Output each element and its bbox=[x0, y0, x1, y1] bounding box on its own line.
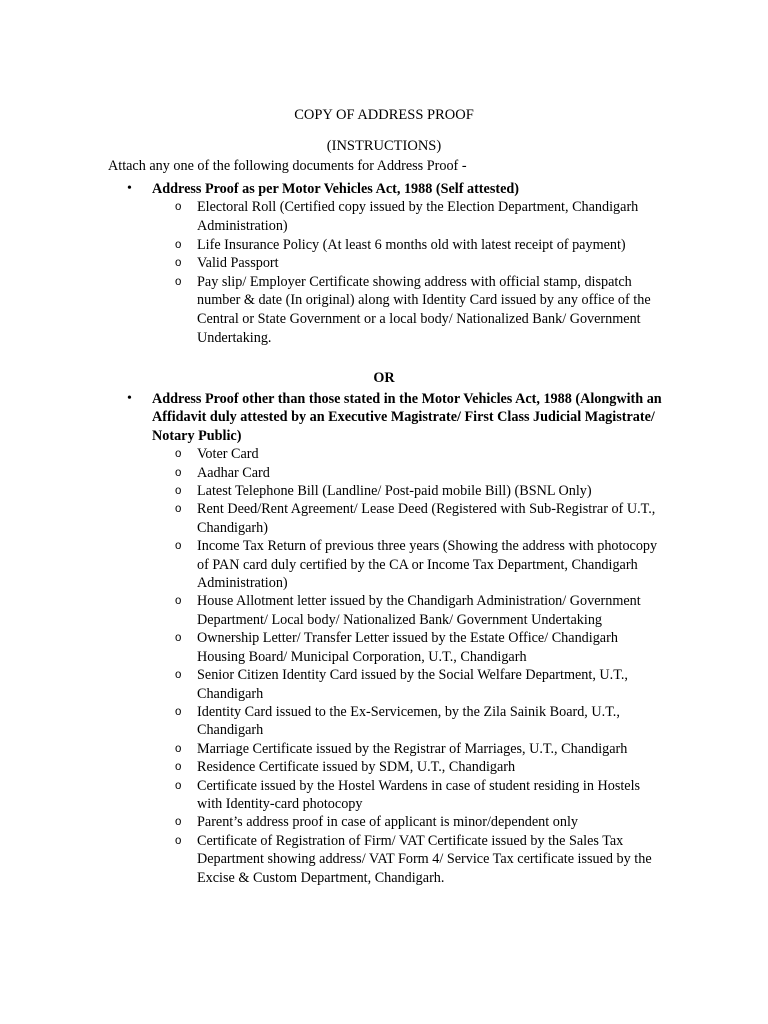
list-item-text: Identity Card issued to the Ex-Servicemen, by the Zila Sainik Board, U.T., Chandigarh bbox=[197, 703, 620, 739]
list-item bbox=[175, 629, 667, 666]
list-item-text: Residence Certificate issued by SDM, U.T., Chandigarh bbox=[197, 759, 516, 776]
list-item bbox=[175, 537, 667, 592]
list-item bbox=[175, 666, 667, 703]
list-item bbox=[175, 740, 667, 758]
section-motor-vehicles-act bbox=[0, 180, 768, 347]
sub-bullet-marker: o bbox=[175, 632, 182, 645]
sub-bullet-marker: o bbox=[175, 669, 182, 682]
document-title: COPY OF ADDRESS PROOF bbox=[294, 107, 474, 123]
sub-bullet-marker: o bbox=[175, 595, 182, 608]
list-item-text: Ownership Letter/ Transfer Letter issued by the Estate Office/ Chandigarh Housing Board/ Municipal Corporation, U.T., Chandigarh bbox=[197, 630, 618, 665]
sub-bullet-marker: o bbox=[175, 257, 182, 270]
list-item-text: Aadhar Card bbox=[197, 464, 270, 481]
list-item bbox=[175, 777, 667, 814]
list-item bbox=[175, 198, 667, 235]
section-other-address-proof bbox=[0, 390, 768, 887]
list-item bbox=[175, 832, 667, 887]
document-list bbox=[0, 198, 768, 347]
list-item bbox=[175, 758, 667, 776]
sub-bullet-marker: o bbox=[175, 816, 182, 829]
list-item bbox=[175, 464, 667, 482]
sub-bullet-marker: o bbox=[175, 540, 182, 553]
sub-bullet-marker: o bbox=[175, 485, 182, 498]
sub-bullet-marker: o bbox=[175, 238, 182, 251]
or-separator: OR bbox=[373, 370, 395, 386]
document-list bbox=[0, 445, 768, 887]
list-item-text: Senior Citizen Identity Card issued by the Social Welfare Department, U.T., Chandigarh bbox=[197, 667, 628, 702]
list-item-text: House Allotment letter issued by the Chandigarh Administration/ Government Department/ Local body/ Nationalized Bank/ Government Undertaking bbox=[197, 593, 641, 628]
list-item-text: Latest Telephone Bill (Landline/ Post-paid mobile Bill) (BSNL Only) bbox=[197, 483, 592, 500]
bullet-marker: • bbox=[127, 181, 132, 196]
list-item bbox=[175, 703, 667, 740]
list-item-text: Marriage Certificate issued by the Registrar of Marriages, U.T., Chandigarh bbox=[197, 740, 628, 757]
bullet-marker: • bbox=[127, 391, 132, 406]
sub-bullet-marker: o bbox=[175, 275, 182, 288]
list-item-text: Pay slip/ Employer Certificate showing address with official stamp, dispatch number & date (In original) along with Identity Card issued by any office of the Central or State Government or a local body/ Nationalized Bank/ Government Undertaking. bbox=[197, 273, 651, 346]
list-item bbox=[175, 482, 667, 500]
list-item-text: Rent Deed/Rent Agreement/ Lease Deed (Registered with Sub-Registrar of U.T., Chandigarh) bbox=[197, 501, 656, 536]
sub-bullet-marker: o bbox=[175, 448, 182, 461]
list-item-text: Parent’s address proof in case of applicant is minor/dependent only bbox=[197, 814, 578, 831]
sub-bullet-marker: o bbox=[175, 742, 182, 755]
sub-bullet-marker: o bbox=[175, 201, 182, 214]
list-item bbox=[175, 500, 667, 537]
list-item bbox=[175, 813, 667, 831]
list-item bbox=[175, 273, 667, 347]
section-heading: Address Proof other than those stated in the Motor Vehicles Act, 1988 (Alongwith an Affidavit duly attested by an Executive Magistrate/ First Class Judicial Magistrate/ Notary Public) bbox=[152, 391, 662, 444]
sub-bullet-marker: o bbox=[175, 466, 182, 479]
intro-text: Attach any one of the following documents for Address Proof - bbox=[108, 158, 467, 174]
sub-bullet-marker: o bbox=[175, 779, 182, 792]
list-item bbox=[175, 592, 667, 629]
list-item-text: Life Insurance Policy (At least 6 months old with latest receipt of payment) bbox=[197, 236, 626, 253]
list-item-text: Voter Card bbox=[197, 446, 259, 463]
sub-bullet-marker: o bbox=[175, 834, 182, 847]
list-item-text: Income Tax Return of previous three years (Showing the address with photocopy of PAN card duly certified by the CA or Income Tax Department, Chandigarh Administration) bbox=[197, 538, 658, 592]
list-item bbox=[175, 445, 667, 463]
list-item bbox=[175, 236, 667, 255]
sub-bullet-marker: o bbox=[175, 705, 182, 718]
list-item-text: Certificate of Registration of Firm/ VAT Certificate issued by the Sales Tax Department showing address/ VAT Form 4/ Service Tax certificate issued by the Excise & Custom Department, Chandigarh. bbox=[197, 832, 652, 886]
list-item-text: Certificate issued by the Hostel Wardens in case of student residing in Hostels with Identity-card photocopy bbox=[197, 777, 641, 812]
list-item-text: Electoral Roll (Certified copy issued by the Election Department, Chandigarh Administration) bbox=[197, 199, 639, 234]
list-item bbox=[175, 254, 667, 273]
sub-bullet-marker: o bbox=[175, 761, 182, 774]
document-subtitle: (INSTRUCTIONS) bbox=[326, 138, 442, 154]
list-item-text: Valid Passport bbox=[197, 255, 279, 272]
sub-bullet-marker: o bbox=[175, 503, 182, 516]
section-heading: Address Proof as per Motor Vehicles Act, 1988 (Self attested) bbox=[152, 181, 519, 197]
